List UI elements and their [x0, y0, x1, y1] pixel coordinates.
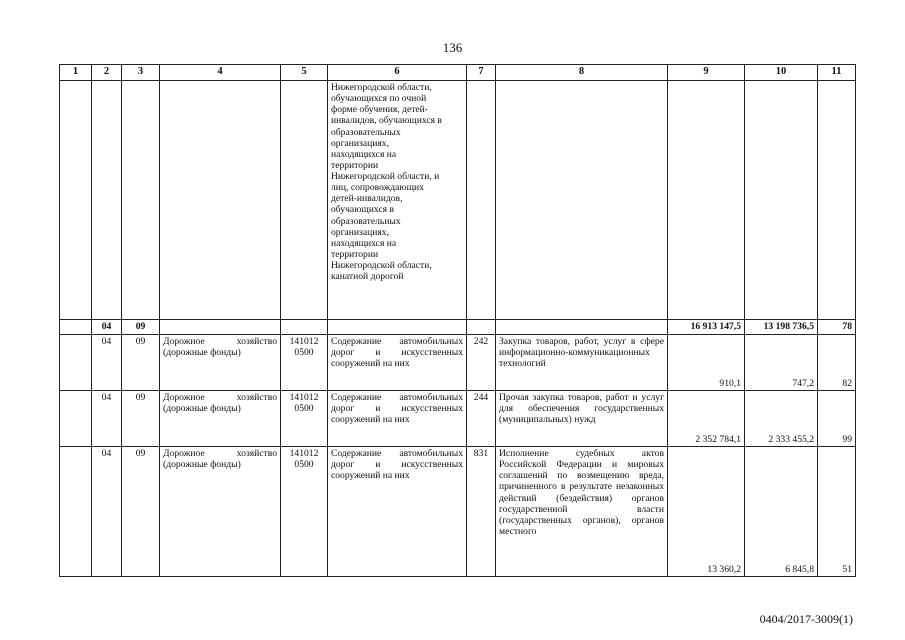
description-line: детей-инвалидов,: [331, 193, 403, 205]
table-row: [60, 447, 856, 577]
description-line: организациях,: [331, 137, 389, 149]
header-col-7: 7: [467, 65, 496, 81]
cell-actual: 747,2: [745, 335, 818, 391]
cell-program-code: 141012 0500: [281, 447, 328, 577]
section-total-planned: 16 913 147,5: [668, 320, 745, 335]
header-col-8: 8: [496, 65, 668, 81]
cell-empty: [668, 81, 745, 320]
cell-percent: 82: [818, 335, 856, 391]
cell-empty: [328, 320, 467, 335]
cell-section-name: Дорожное хозяйство (дорожные фонды): [160, 335, 281, 391]
description-line: инвалидов, обучающихся в: [331, 115, 442, 127]
description-line: обучающихся в: [331, 204, 395, 216]
description-line: образовательных: [331, 126, 401, 138]
header-col-11: 11: [818, 65, 856, 81]
cell-empty: [60, 320, 92, 335]
cell-empty: [467, 81, 496, 320]
cell-percent: 51: [818, 447, 856, 577]
cell-section-name: Дорожное хозяйство (дорожные фонды): [160, 447, 281, 577]
description-line: находящихся на: [331, 148, 397, 160]
document-code: 0404/2017-3009(1): [759, 612, 853, 626]
continuation-row: [60, 81, 856, 320]
description-line: лиц, сопровождающих: [331, 182, 424, 194]
cell-actual: 6 845,8: [745, 447, 818, 577]
page-number: 136: [442, 40, 463, 55]
section-total-percent: 78: [818, 320, 856, 335]
description-line: Нижегородской области,: [331, 82, 432, 93]
cell-empty: [818, 81, 856, 320]
cell-empty: [92, 81, 122, 320]
cell-empty: [496, 320, 668, 335]
header-col-3: 3: [122, 65, 160, 81]
header-col-2: 2: [92, 65, 122, 81]
continuation-description-cell: [328, 81, 467, 320]
cell-program-code: 141012 0500: [281, 335, 328, 391]
cell-empty: [467, 320, 496, 335]
cell-subsection: 09: [122, 447, 160, 577]
cell-expense-type: 244: [467, 391, 496, 447]
cell-expense-type: 242: [467, 335, 496, 391]
cell-empty: [60, 447, 92, 577]
section-code-2: 04: [92, 320, 122, 335]
cell-program-name: Содержание автомобильных дорог и искусственных сооружений на них: [328, 335, 467, 391]
cell-actual: 2 333 455,2: [745, 391, 818, 447]
cell-section: 04: [92, 335, 122, 391]
cell-program-name: Содержание автомобильных дорог и искусственных сооружений на них: [328, 391, 467, 447]
cell-subsection: 09: [122, 335, 160, 391]
cell-empty: [160, 320, 281, 335]
header-col-6: 6: [328, 65, 467, 81]
header-col-5: 5: [281, 65, 328, 81]
header-col-1: 1: [60, 65, 92, 81]
description-line: организациях,: [331, 226, 389, 238]
cell-planned: 13 360,2: [668, 447, 745, 577]
cell-program-code: 141012 0500: [281, 391, 328, 447]
description-line: Нижегородской области, и: [331, 171, 440, 182]
header-row: [60, 65, 856, 81]
cell-expense-name: Закупка товаров, работ, услуг в сфере информационно-коммуникационных технологий: [496, 335, 668, 391]
cell-section-name: Дорожное хозяйство (дорожные фонды): [160, 391, 281, 447]
cell-empty: [281, 320, 328, 335]
description-line: территории: [331, 248, 379, 260]
cell-empty: [281, 81, 328, 320]
description-line: форме обучения, детей-: [331, 104, 428, 116]
cell-empty: [60, 81, 92, 320]
description-line: канатной дорогой: [331, 271, 404, 283]
cell-section: 04: [92, 391, 122, 447]
cell-planned: 2 352 784,1: [668, 391, 745, 447]
cell-empty: [60, 391, 92, 447]
description-line: Нижегородской области,: [331, 260, 432, 271]
description-line: образовательных: [331, 215, 401, 227]
cell-empty: [122, 81, 160, 320]
section-total-actual: 13 198 736,5: [745, 320, 818, 335]
cell-empty: [745, 81, 818, 320]
table-row: [60, 391, 856, 447]
cell-program-name: Содержание автомобильных дорог и искусственных сооружений на них: [328, 447, 467, 577]
header-col-9: 9: [668, 65, 745, 81]
cell-empty: [496, 81, 668, 320]
description-line: обучающихся по очной: [331, 93, 427, 105]
header-col-4: 4: [160, 65, 281, 81]
section-code-3: 09: [122, 320, 160, 335]
cell-empty: [160, 81, 281, 320]
cell-planned: 910,1: [668, 335, 745, 391]
cell-expense-name: Исполнение судебных актов Российской Федерации и мировых соглашений по возмещению вреда, причиненного в результате незаконных действий (бездействия) органов государственной власти (государственных органов), органов местного: [496, 447, 668, 577]
cell-subsection: 09: [122, 391, 160, 447]
cell-section: 04: [92, 447, 122, 577]
cell-empty: [60, 335, 92, 391]
table-row: [60, 335, 856, 391]
header-col-10: 10: [745, 65, 818, 81]
description-line: территории: [331, 159, 379, 171]
description-line: находящихся на: [331, 237, 397, 249]
budget-table: [59, 64, 856, 577]
cell-expense-name: Прочая закупка товаров, работ и услуг для обеспечения государственных (муниципальных) нужд: [496, 391, 668, 447]
section-total-row: [60, 320, 856, 335]
cell-expense-type: 831: [467, 447, 496, 577]
cell-percent: 99: [818, 391, 856, 447]
